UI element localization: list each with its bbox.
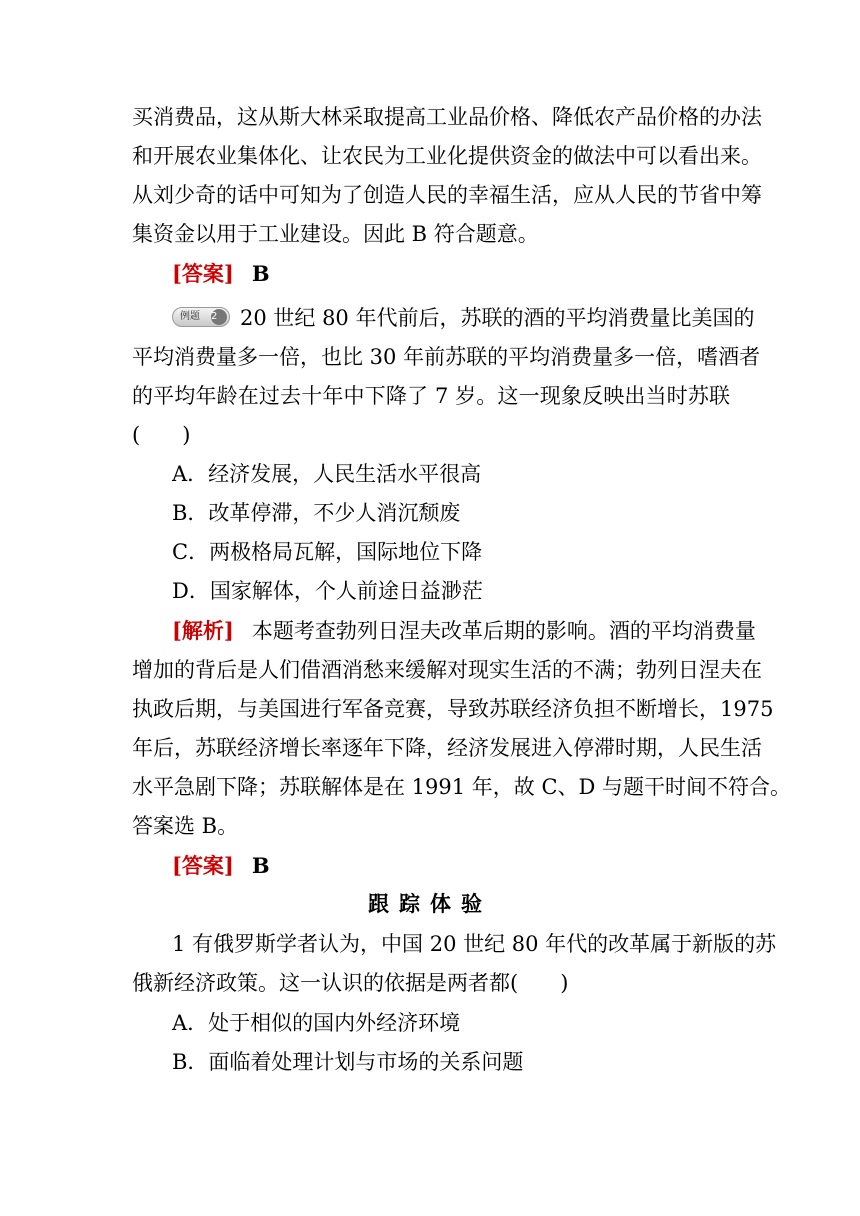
example-badge	[172, 307, 230, 327]
question-text: 20 世纪 80 年代前后，苏联的酒的平均消费量比美国的	[240, 306, 755, 330]
analysis-first-line	[172, 617, 756, 645]
answer-label: [答案]	[172, 853, 234, 878]
example-badge-number: 2	[211, 309, 227, 325]
paragraph-line: 从刘少奇的话中可知为了创造人民的幸福生活，应从人民的节省中筹	[132, 183, 762, 207]
answer-label: [答案]	[172, 261, 234, 286]
question-line: 的平均年龄在过去十年中下降了 7 岁。这一现象反映出当时苏联	[132, 384, 730, 408]
analysis-line: 答案选 B。	[132, 814, 239, 838]
option-b: B．改革停滞，不少人消沉颓废	[172, 501, 461, 525]
analysis-label: [解析]	[172, 618, 234, 643]
analysis-line: 水平急剧下降；苏联解体是在 1991 年，故 C、D 与题干时间不符合。	[132, 775, 792, 799]
paragraph-line: 和开展农业集体化、让农民为工业化提供资金的做法中可以看出来。	[132, 144, 762, 168]
option-a: A．处于相似的国内外经济环境	[172, 1011, 461, 1035]
option-c: C．两极格局瓦解，国际地位下降	[172, 540, 483, 564]
question-line: 平均消费量多一倍，也比 30 年前苏联的平均消费量多一倍，嗜酒者	[132, 345, 761, 369]
analysis-line: 执政后期，与美国进行军备竞赛，导致苏联经济负担不断增长，1975	[132, 697, 774, 721]
question-line: 俄新经济政策。这一认识的依据是两者都( )	[132, 971, 569, 995]
analysis-line: 年后，苏联经济增长率逐年下降，经济发展进入停滞时期，人民生活	[132, 736, 762, 760]
example-question-line	[172, 304, 755, 332]
answer-value: B	[251, 853, 270, 878]
example-badge-text: 例题	[180, 310, 200, 322]
option-a: A．经济发展，人民生活水平很高	[172, 462, 482, 486]
answer-line	[172, 852, 730, 880]
paragraph-line: 买消费品，这从斯大林采取提高工业品价格、降低农产品价格的办法	[132, 105, 762, 129]
analysis-line: 增加的背后是人们借酒消愁来缓解对现实生活的不满；勃列日涅夫在	[132, 658, 762, 682]
analysis-text: 本题考查勃列日涅夫改革后期的影响。酒的平均消费量	[251, 619, 756, 643]
answer-line	[172, 260, 730, 288]
question-line: 1 有俄罗斯学者认为，中国 20 世纪 80 年代的改革属于新版的苏	[172, 932, 777, 956]
option-b: B．面临着处理计划与市场的关系问题	[172, 1050, 524, 1074]
section-heading: 跟踪体验	[368, 891, 492, 916]
question-blank: ( )	[132, 423, 191, 447]
option-d: D．国家解体，个人前途日益渺茫	[172, 579, 483, 603]
paragraph-line: 集资金以用于工业建设。因此 B 符合题意。	[132, 222, 539, 246]
answer-value: B	[251, 261, 270, 286]
